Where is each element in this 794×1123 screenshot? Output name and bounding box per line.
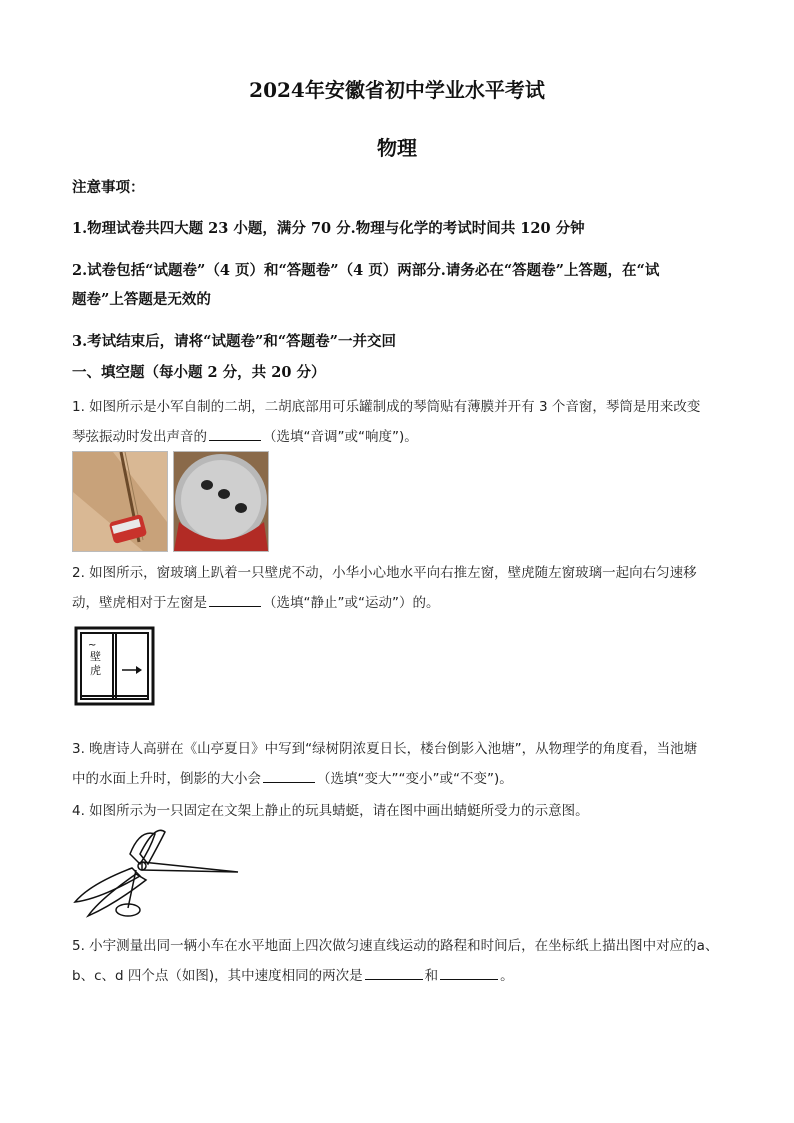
erhu-photo: [72, 451, 168, 552]
q2-line1: 2. 如图所示，窗玻璃上趴着一只壁虎不动，小华小心地水平向右推左窗，壁虎随左窗玻璃一起向右匀速移: [72, 565, 697, 581]
q1-line1: 1. 如图所示是小军自制的二胡，二胡底部用可乐罐制成的琴筒贴有薄膜并开有 3 个音窗，琴筒是用来改变: [72, 399, 701, 415]
notice-item-2-line1: 2.试卷包括“试题卷”（4 页）和“答题卷”（4 页）两部分.请务必在“答题卷”上答题，在“试: [72, 262, 660, 279]
q5-blank-2: [440, 966, 498, 980]
q1-text-b: （选填“音调”或“响度”)。: [263, 429, 418, 445]
svg-text:~: ~: [88, 640, 97, 651]
gecko-label-2: 虎: [90, 664, 101, 677]
subject-title: 物理: [377, 136, 417, 160]
q5-text-a: b、c、d 四个点（如图)，其中速度相同的两次是: [72, 968, 363, 984]
q3-text-a: 中的水面上升时，倒影的大小会: [72, 771, 261, 787]
q2-blank: [209, 593, 261, 607]
section-heading: 一、填空题（每小题 2 分，共 20 分）: [72, 364, 326, 381]
q3-text-b: （选填“变大”“变小”或“不变”)。: [317, 771, 513, 787]
window-gecko-figure: [74, 626, 156, 706]
q3-blank: [263, 769, 315, 783]
gecko-label-1: 壁: [90, 650, 101, 663]
q5-line1: 5. 小宇测量出同一辆小车在水平地面上四次做匀速直线运动的路程和时间后，在坐标纸上描出图中对应的a、: [72, 938, 719, 954]
dragonfly-figure: [70, 824, 245, 924]
q1-line2: [72, 425, 418, 445]
q4-line1: 4. 如图所示为一只固定在文架上静止的玩具蜻蜓，请在图中画出蜻蜓所受力的示意图。: [72, 803, 589, 819]
notice-item-1: 1.物理试卷共四大题 23 小题，满分 70 分.物理与化学的考试时间共 120 分钟: [72, 220, 585, 237]
q1-text-a: 琴弦振动时发出声音的: [72, 429, 207, 445]
cola-can-photo: [173, 451, 269, 552]
q2-text-b: （选填“静止”或“运动”）的。: [263, 595, 440, 611]
exam-title: 2024年安徽省初中学业水平考试: [249, 78, 545, 102]
notice-item-3: 3.考试结束后，请将“试题卷”和“答题卷”一并交回: [72, 333, 396, 350]
q3-line2: [72, 767, 513, 787]
q3-line1: 3. 晚唐诗人高骈在《山亭夏日》中写到“绿树阴浓夏日长，楼台倒影入池塘”，从物理学的角度看，当池塘: [72, 741, 698, 757]
q5-line2: [72, 964, 514, 984]
q1-blank: [209, 427, 261, 441]
q2-text-a: 动，壁虎相对于左窗是: [72, 595, 207, 611]
q5-blank-1: [365, 966, 423, 980]
notice-heading: 注意事项：: [72, 179, 145, 196]
q2-line2: [72, 591, 439, 611]
q5-text-b: 和: [424, 968, 439, 984]
q5-text-c: 。: [500, 968, 514, 984]
notice-item-2-line2: 题卷”上答题是无效的: [72, 291, 211, 308]
